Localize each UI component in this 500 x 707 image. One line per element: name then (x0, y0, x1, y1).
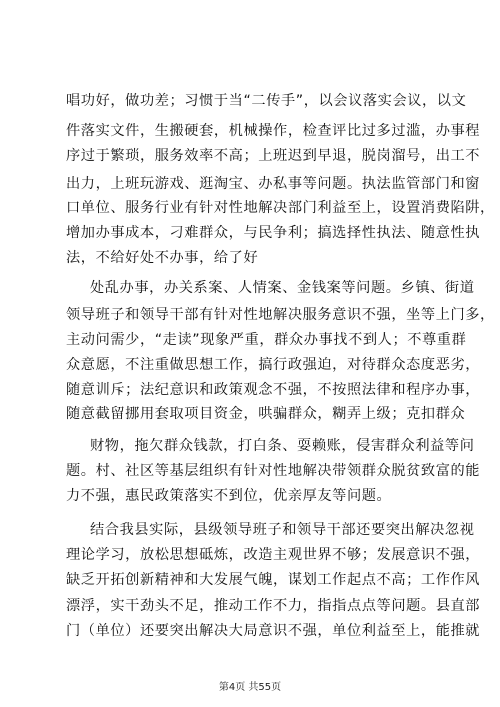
text-line: 随意截留挪用套取项目资金，哄骗群众，糊弄上级；克扣群众 (66, 406, 466, 422)
text-line: 结合我县实际，县级领导班子和领导干部还要突出解决忽视 (90, 522, 475, 538)
text-line: 口单位、服务行业有针对性地解决部门利益至上，设置消费陷阱， (66, 200, 495, 216)
text-line: 理论学习，放松思想砥炼，改造主观世界不够；发展意识不强， (66, 547, 481, 563)
page-footer: 第4页 共55页 (218, 682, 282, 693)
text-line: 序过于繁琐，服务效率不高；上班迟到早退，脱岗溜号，出工不 (66, 148, 481, 164)
text-line: 主动问需少，“走读”现象严重，群众办事找不到人；不尊重群 (66, 332, 467, 348)
text-line: 题。村、社区等基层组织有针对性地解决带领群众脱贫致富的能 (66, 463, 481, 479)
text-line: 门（单位）还要突出解决大局意识不强，单位利益至上，能推就 (66, 623, 481, 639)
text-line: 出力，上班玩游戏、逛淘宝、办私事等问题。执法监管部门和窗 (66, 176, 481, 192)
text-line: 财物，拖欠群众钱款，打白条、耍赖账，侵害群众利益等问 (90, 438, 475, 454)
text-line: 处乱办事，办关系案、人情案、金钱案等问题。乡镇、街道 (90, 280, 475, 296)
text-line: 法，不给好处不办事，给了好 (66, 250, 259, 266)
text-line: 众意愿，不注重做思想工作，搞行政强迫，对待群众态度恶劣， (66, 357, 481, 373)
text-line: 增加办事成本，刁难群众，与民争利；搞选择性执法、随意性执 (66, 225, 481, 241)
text-line: 随意训斥；法纪意识和政策观念不强，不按照法律和程序办事， (66, 382, 481, 398)
text-line: 力不强，惠民政策落实不到位，优亲厚友等问题。 (66, 488, 392, 504)
text-line: 领导班子和领导干部有针对性地解决服务意识不强，坐等上门多， (66, 307, 495, 323)
text-line: 唱功好，做功差；习惯于当“二传手”，以会议落实会议，以文 (66, 93, 467, 109)
text-line: 漂浮，实干劲头不足，推动工作不力，指指点点等问题。县直部 (66, 598, 481, 614)
text-line: 件落实文件，生搬硬套，机械操作，检查评比过多过滥，办事程 (66, 123, 481, 139)
text-line: 缺乏开拓创新精神和大发展气魄，谋划工作起点不高；工作作风 (66, 572, 481, 588)
